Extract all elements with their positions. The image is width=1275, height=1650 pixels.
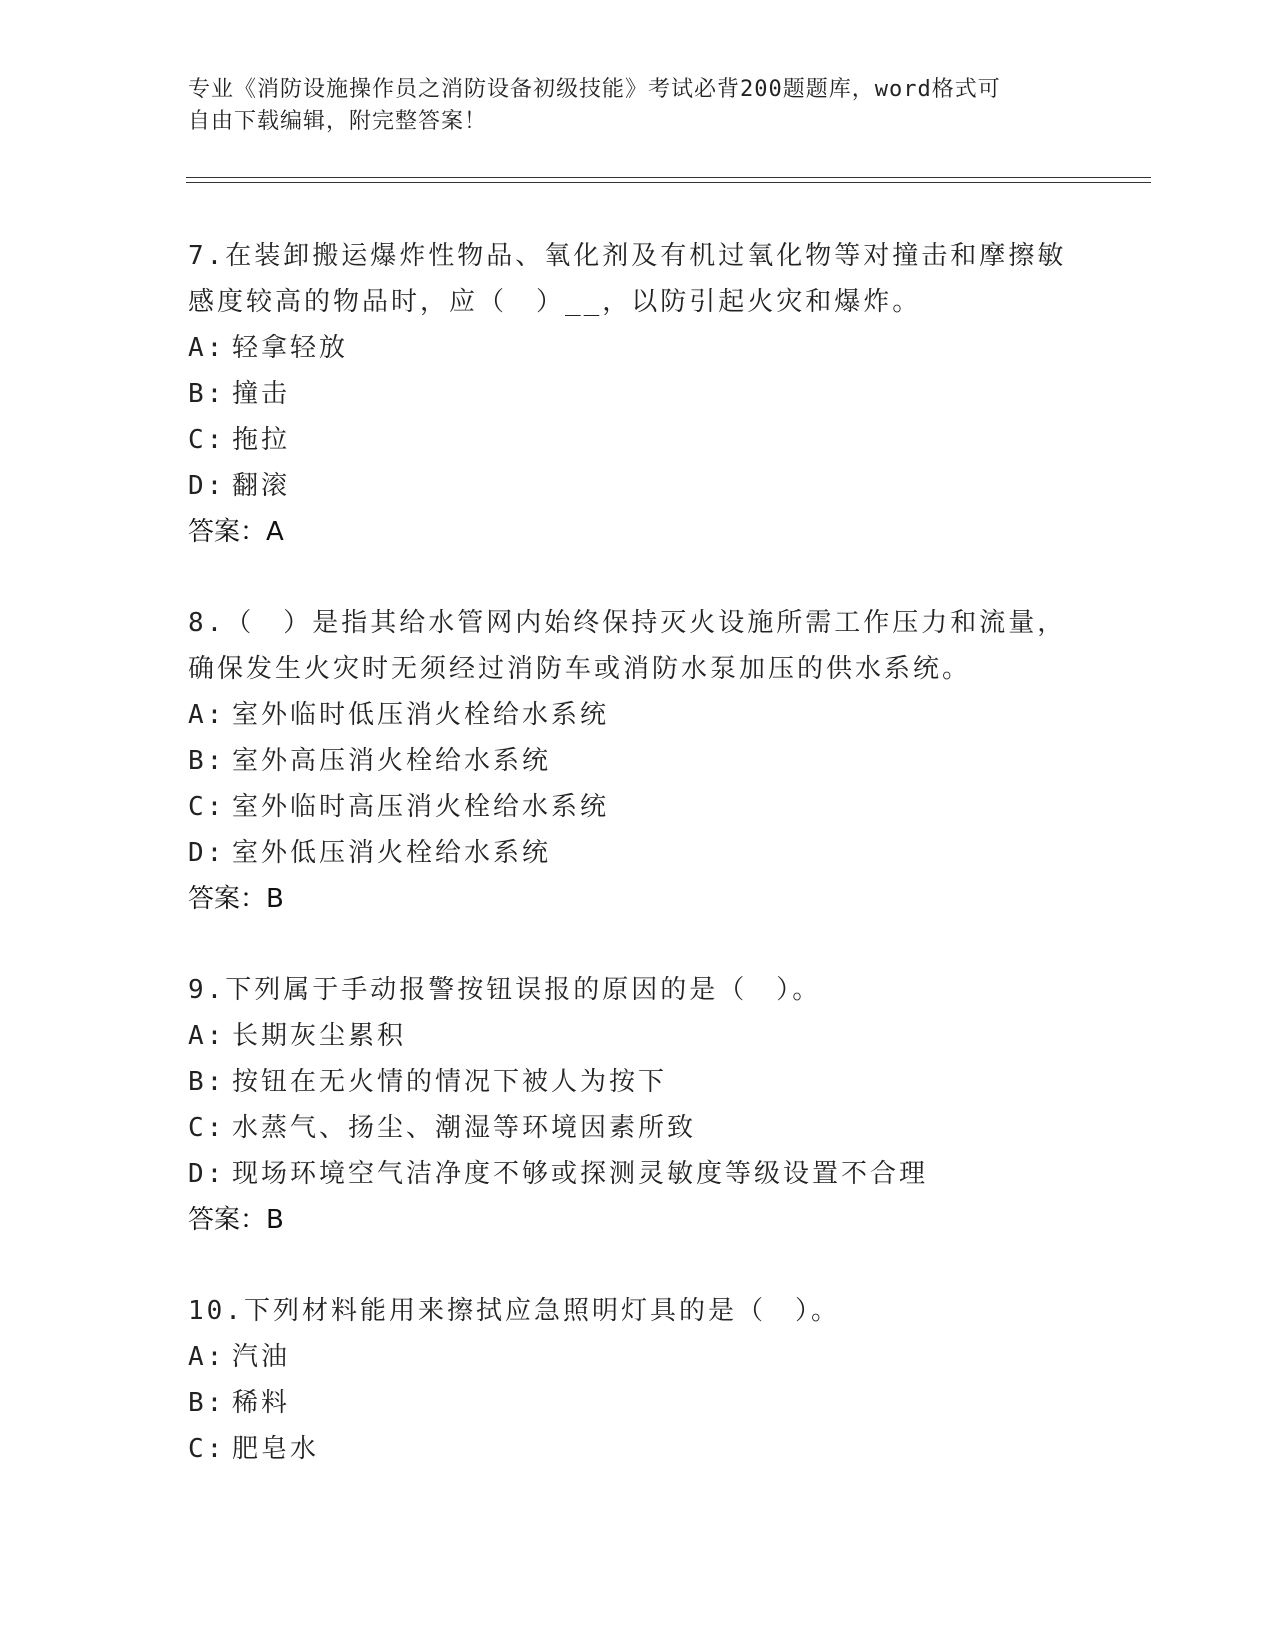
option-key: C: <box>188 1434 226 1464</box>
option-key: D: <box>188 838 226 868</box>
option-item <box>188 738 1088 784</box>
option-key: B: <box>188 1067 226 1097</box>
option-key: D: <box>188 471 226 501</box>
option-text: 水蒸气、扬尘、潮湿等环境因素所致 <box>232 1113 697 1143</box>
option-key: D: <box>188 1159 226 1189</box>
option-text: 翻滚 <box>232 471 291 501</box>
option-item <box>188 325 1088 371</box>
option-text: 稀料 <box>232 1388 291 1418</box>
option-key: C: <box>188 425 226 455</box>
question-block <box>188 1288 1088 1472</box>
question-block <box>188 600 1088 922</box>
question-stem-line: 确保发生火灾时无须经过消防车或消防水泵加压的供水系统。 <box>188 654 972 684</box>
option-item <box>188 1426 1088 1472</box>
option-text: 室外临时低压消火栓给水系统 <box>232 700 610 730</box>
option-item <box>188 417 1088 463</box>
option-item <box>188 1380 1088 1426</box>
option-item <box>188 1105 1088 1151</box>
option-key: A: <box>188 1342 226 1372</box>
question-list <box>188 233 1088 1517</box>
option-text: 轻拿轻放 <box>232 333 349 363</box>
header-divider-bottom <box>186 182 1151 183</box>
question-stem-line: 感度较高的物品时，应（ ）__，以防引起火灾和爆炸。 <box>188 287 922 317</box>
question-stem-line: 8.（ ）是指其给水管网内始终保持灭火设施所需工作压力和流量， <box>188 608 1067 638</box>
option-item <box>188 784 1088 830</box>
option-item <box>188 692 1088 738</box>
option-key: B: <box>188 1388 226 1418</box>
answer-line: 答案：A <box>188 517 284 547</box>
option-key: A: <box>188 700 226 730</box>
option-item <box>188 1059 1088 1105</box>
option-text: 汽油 <box>232 1342 291 1372</box>
answer-line: 答案：B <box>188 1205 284 1235</box>
option-key: B: <box>188 379 226 409</box>
option-text: 肥皂水 <box>232 1434 320 1464</box>
header-line-1: 专业《消防设施操作员之消防设备初级技能》考试必背200题题库，word格式可 <box>188 77 1001 102</box>
option-text: 长期灰尘累积 <box>232 1021 407 1051</box>
option-key: A: <box>188 1021 226 1051</box>
question-block <box>188 233 1088 555</box>
option-item <box>188 1013 1088 1059</box>
question-block <box>188 967 1088 1243</box>
option-key: B: <box>188 746 226 776</box>
option-text: 撞击 <box>232 379 291 409</box>
option-item <box>188 830 1088 876</box>
option-key: C: <box>188 1113 226 1143</box>
option-text: 拖拉 <box>232 425 291 455</box>
option-key: A: <box>188 333 226 363</box>
question-stem-line: 10.下列材料能用来擦拭应急照明灯具的是（ ）。 <box>188 1296 840 1326</box>
option-text: 按钮在无火情的情况下被人为按下 <box>232 1067 668 1097</box>
header-divider-top <box>186 177 1151 178</box>
option-item <box>188 1334 1088 1380</box>
option-text: 室外高压消火栓给水系统 <box>232 746 552 776</box>
answer-line: 答案：B <box>188 884 284 914</box>
option-text: 室外临时高压消火栓给水系统 <box>232 792 610 822</box>
option-key: C: <box>188 792 226 822</box>
option-item <box>188 1151 1088 1197</box>
question-stem-line: 9.下列属于手动报警按钮误报的原因的是（ ）。 <box>188 975 822 1005</box>
document-header <box>188 74 1088 138</box>
question-stem-line: 7.在装卸搬运爆炸性物品、氧化剂及有机过氧化物等对撞击和摩擦敏 <box>188 241 1067 271</box>
option-item <box>188 371 1088 417</box>
option-text: 室外低压消火栓给水系统 <box>232 838 552 868</box>
header-line-2: 自由下载编辑，附完整答案！ <box>188 109 488 134</box>
option-item <box>188 463 1088 509</box>
option-text: 现场环境空气洁净度不够或探测灵敏度等级设置不合理 <box>232 1159 929 1189</box>
